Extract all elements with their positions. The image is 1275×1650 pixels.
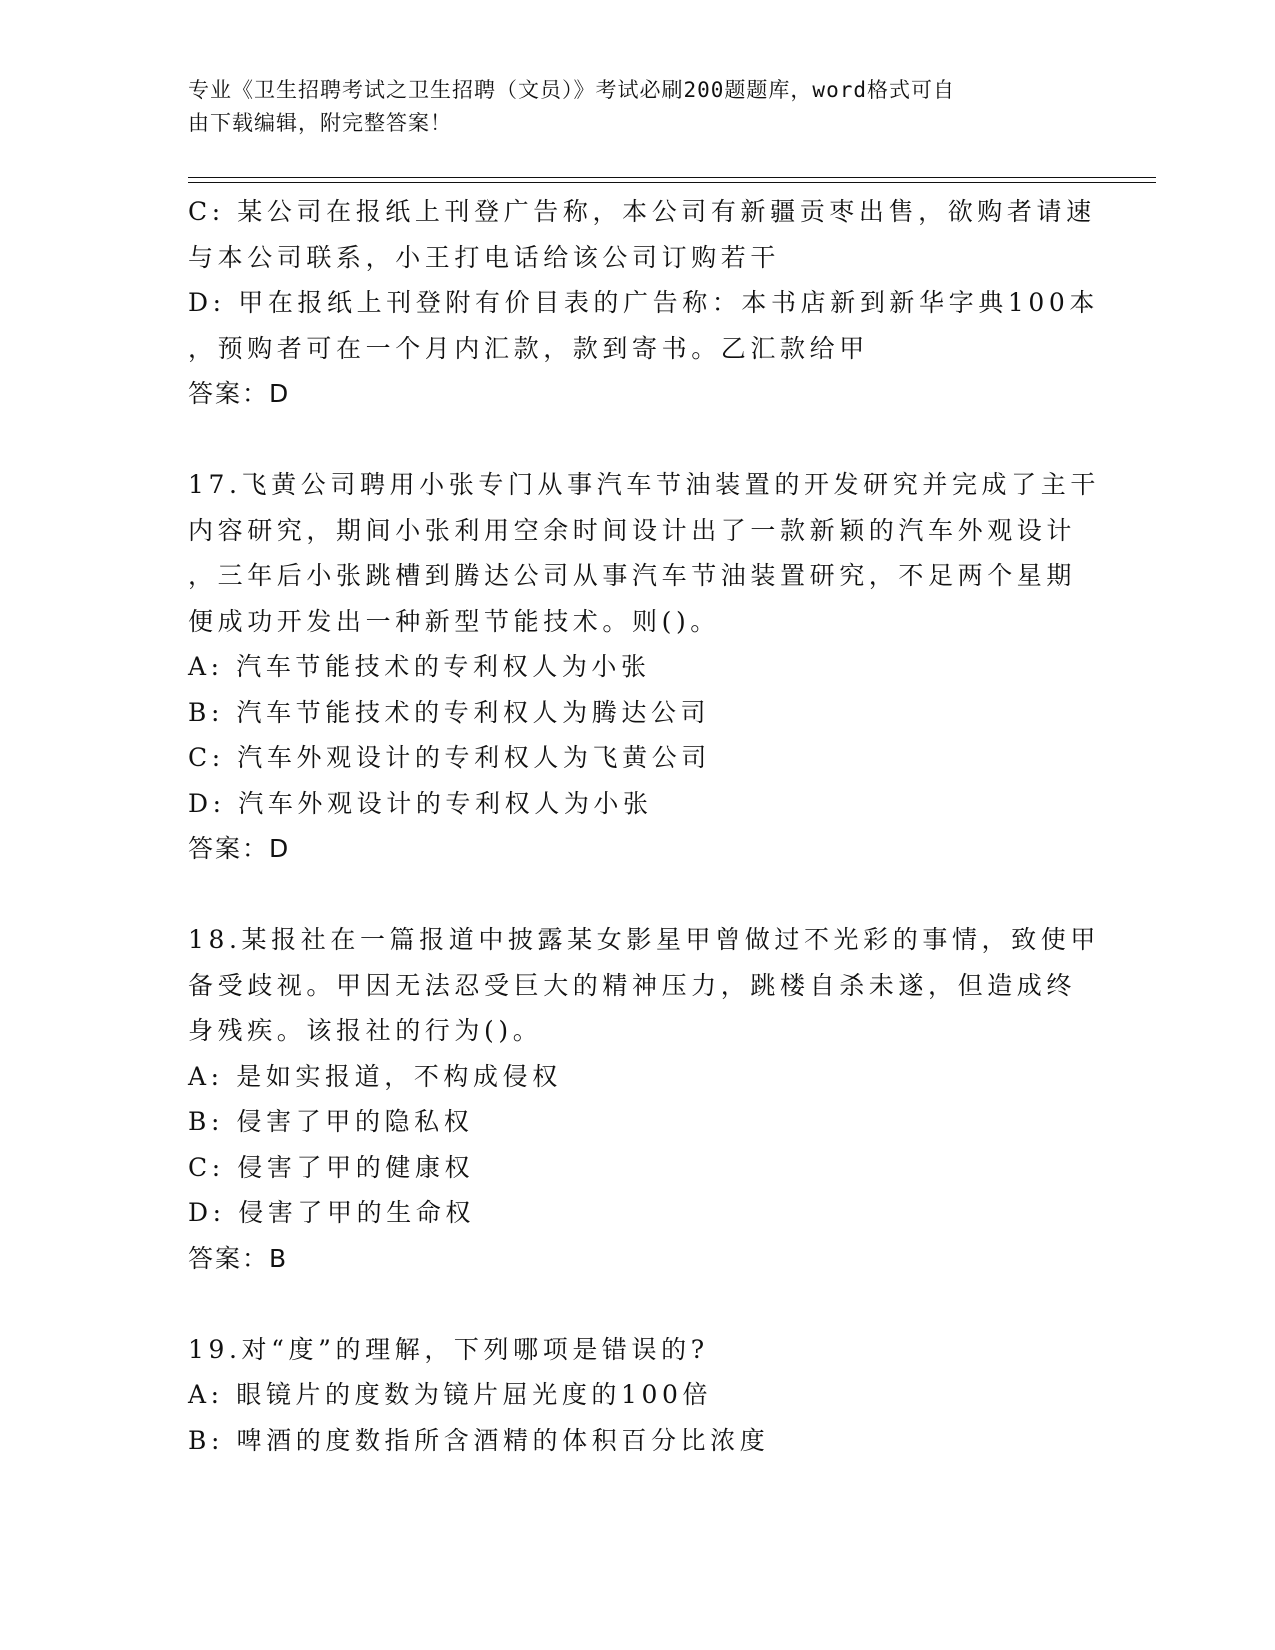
q18-option-c: C: 侵害了甲的健康权: [188, 1152, 475, 1182]
q17-stem-line-1: 17.飞黄公司聘用小张专门从事汽车节油装置的开发研究并完成了主干: [188, 470, 1100, 499]
header-title-line-2: 由下载编辑，附完整答案！: [188, 111, 452, 135]
q18-stem-line-3: 身残疾。该报社的行为()。: [188, 1016, 543, 1045]
q16-answer: 答案：D: [188, 379, 291, 408]
header-divider-bottom: [188, 182, 1156, 183]
header-title-line-1: 专业《卫生招聘考试之卫生招聘（文员）》考试必刷200题题库，word格式可自: [188, 78, 955, 102]
question-spacer: [188, 417, 1118, 463]
question-spacer: [188, 872, 1118, 918]
q19-option-b: B: 啤酒的度数指所含酒精的体积百分比浓度: [188, 1425, 770, 1455]
q18-option-b: B: 侵害了甲的隐私权: [188, 1107, 474, 1136]
q17-stem-line-2: 内容研究，期间小张利用空余时间设计出了一款新颖的汽车外观设计: [188, 515, 1077, 545]
question-19: [188, 1327, 1118, 1464]
document-header: [188, 74, 1068, 140]
question-content: [188, 189, 1118, 1463]
question-16: [188, 189, 1118, 417]
q18-option-a: A: 是如实报道，不构成侵权: [188, 1061, 562, 1091]
q17-answer: 答案：D: [188, 834, 291, 863]
question-17: [188, 462, 1118, 872]
q17-option-c: C: 汽车外观设计的专利权人为飞黄公司: [188, 743, 711, 772]
q18-answer: 答案：B: [188, 1243, 289, 1273]
q18-option-d: D: 侵害了甲的生命权: [188, 1198, 476, 1227]
q16-option-d-line-1: D: 甲在报纸上刊登附有价目表的广告称：本书店新到新华字典100本: [188, 288, 1099, 317]
q17-option-b: B: 汽车节能技术的专利权人为腾达公司: [188, 697, 711, 727]
q17-option-a: A: 汽车节能技术的专利权人为小张: [188, 652, 651, 681]
q19-stem-line-1: 19.对“度”的理解，下列哪项是错误的?: [188, 1334, 709, 1364]
q17-option-d: D: 汽车外观设计的专利权人为小张: [188, 788, 653, 818]
question-18: [188, 917, 1118, 1281]
header-divider-top: [188, 177, 1156, 178]
q18-stem-line-1: 18.某报社在一篇报道中披露某女影星甲曾做过不光彩的事情，致使甲: [188, 925, 1100, 954]
q17-stem-line-4: 便成功开发出一种新型节能技术。则()。: [188, 606, 720, 636]
q16-option-d-line-2: ，预购者可在一个月内汇款，款到寄书。乙汇款给甲: [188, 333, 869, 363]
question-spacer: [188, 1281, 1118, 1327]
q19-option-a: A: 眼镜片的度数为镜片屈光度的100倍: [188, 1380, 713, 1409]
q17-stem-line-3: ，三年后小张跳槽到腾达公司从事汽车节油装置研究，不足两个星期: [188, 561, 1077, 590]
q18-stem-line-2: 备受歧视。甲因无法忍受巨大的精神压力，跳楼自杀未遂，但造成终: [188, 970, 1077, 1000]
q16-option-c-line-1: C: 某公司在报纸上刊登广告称，本公司有新疆贡枣出售，欲购者请速: [188, 197, 1096, 226]
q16-option-c-line-2: 与本公司联系，小王打电话给该公司订购若干: [188, 242, 781, 272]
